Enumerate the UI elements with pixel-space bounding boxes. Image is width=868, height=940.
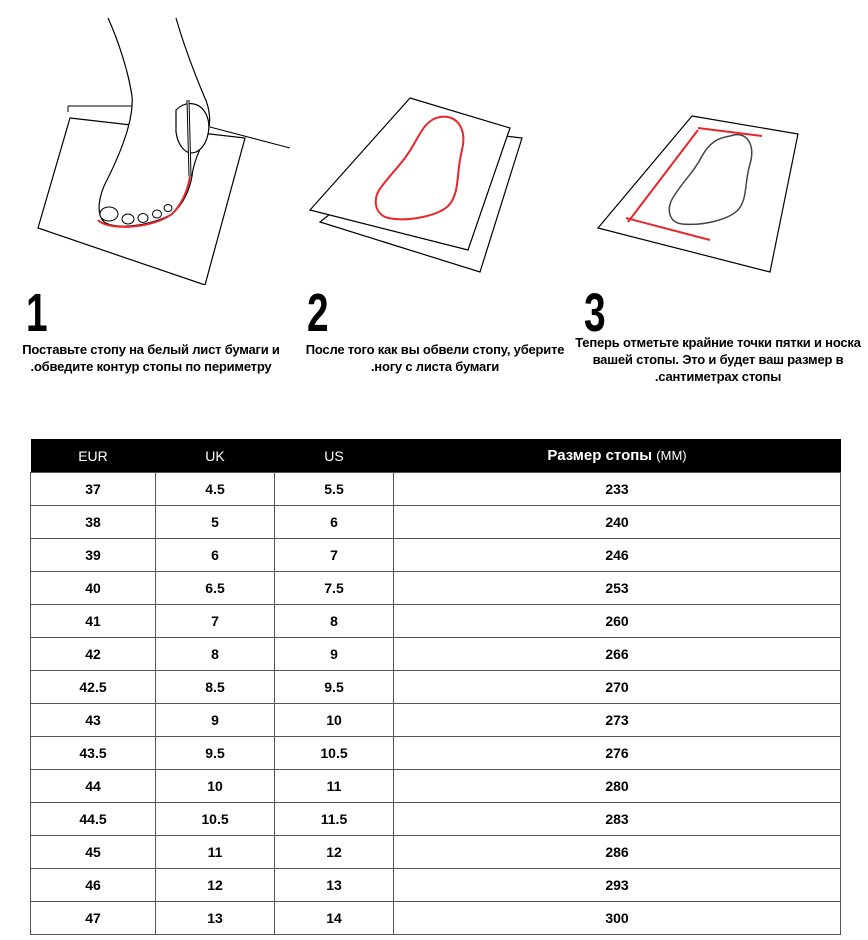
cell-foot-mm: 293 xyxy=(394,869,841,902)
size-chart-table xyxy=(30,439,841,935)
cell-us: 9 xyxy=(275,638,394,671)
cell-eur: 44.5 xyxy=(31,803,156,836)
cell-foot-mm: 276 xyxy=(394,737,841,770)
step-1-number: 1 xyxy=(26,283,48,343)
cell-us: 5.5 xyxy=(275,473,394,506)
table-row xyxy=(31,473,841,506)
cell-eur: 43 xyxy=(31,704,156,737)
cell-eur: 43.5 xyxy=(31,737,156,770)
header-foot-size xyxy=(394,439,841,473)
table-row xyxy=(31,737,841,770)
cell-uk: 4.5 xyxy=(156,473,275,506)
measure-length-illustration xyxy=(570,0,868,285)
table-row xyxy=(31,869,841,902)
cell-uk: 6 xyxy=(156,539,275,572)
cell-foot-mm: 283 xyxy=(394,803,841,836)
header-uk: UK xyxy=(156,439,275,473)
cell-foot-mm: 280 xyxy=(394,770,841,803)
cell-eur: 42.5 xyxy=(31,671,156,704)
cell-us: 10.5 xyxy=(275,737,394,770)
step-2-number: 2 xyxy=(307,283,329,343)
cell-uk: 10.5 xyxy=(156,803,275,836)
header-unit: (MM) xyxy=(656,448,687,463)
table-header-row xyxy=(31,439,841,473)
cell-us: 14 xyxy=(275,902,394,935)
cell-us: 7 xyxy=(275,539,394,572)
cell-eur: 46 xyxy=(31,869,156,902)
step-1 xyxy=(0,0,300,374)
cell-eur: 44 xyxy=(31,770,156,803)
cell-uk: 12 xyxy=(156,869,275,902)
cell-foot-mm: 270 xyxy=(394,671,841,704)
table-row xyxy=(31,572,841,605)
table-row xyxy=(31,539,841,572)
table-row xyxy=(31,506,841,539)
cell-us: 12 xyxy=(275,836,394,869)
step-1-instruction: Поставьте стопу на белый лист бумаги и .обведите контур стопы по периметру xyxy=(22,342,280,374)
cell-us: 9.5 xyxy=(275,671,394,704)
cell-us: 11.5 xyxy=(275,803,394,836)
cell-uk: 9.5 xyxy=(156,737,275,770)
table-row xyxy=(31,803,841,836)
cell-uk: 11 xyxy=(156,836,275,869)
step-2-instruction: После того как вы обвели стопу, уберите .ногу с листа бумаги xyxy=(305,342,565,374)
cell-foot-mm: 246 xyxy=(394,539,841,572)
cell-foot-mm: 240 xyxy=(394,506,841,539)
cell-uk: 8 xyxy=(156,638,275,671)
cell-us: 6 xyxy=(275,506,394,539)
cell-foot-mm: 300 xyxy=(394,902,841,935)
cell-foot-mm: 253 xyxy=(394,572,841,605)
cell-foot-mm: 260 xyxy=(394,605,841,638)
step-2 xyxy=(290,0,580,374)
table-row xyxy=(31,704,841,737)
cell-eur: 38 xyxy=(31,506,156,539)
cell-us: 8 xyxy=(275,605,394,638)
traced-outline-illustration xyxy=(290,0,580,285)
cell-foot-mm: 273 xyxy=(394,704,841,737)
header-foot-size-label: Размер стопы xyxy=(547,447,653,464)
cell-eur: 45 xyxy=(31,836,156,869)
table-row xyxy=(31,770,841,803)
step-3-number: 3 xyxy=(584,283,606,343)
table-row xyxy=(31,605,841,638)
table-row xyxy=(31,902,841,935)
cell-eur: 40 xyxy=(31,572,156,605)
cell-foot-mm: 233 xyxy=(394,473,841,506)
cell-us: 13 xyxy=(275,869,394,902)
step-3-instruction: Теперь отметьте крайние точки пятки и носка вашей стопы. Это и будет ваш размер в .сантиметрах стопы xyxy=(575,335,861,384)
cell-uk: 6.5 xyxy=(156,572,275,605)
cell-eur: 39 xyxy=(31,539,156,572)
header-eur: EUR xyxy=(31,439,156,473)
cell-us: 10 xyxy=(275,704,394,737)
cell-eur: 42 xyxy=(31,638,156,671)
cell-foot-mm: 286 xyxy=(394,836,841,869)
cell-uk: 13 xyxy=(156,902,275,935)
table-row xyxy=(31,638,841,671)
cell-eur: 37 xyxy=(31,473,156,506)
cell-foot-mm: 266 xyxy=(394,638,841,671)
foot-on-paper-illustration xyxy=(0,0,300,285)
cell-uk: 5 xyxy=(156,506,275,539)
cell-uk: 9 xyxy=(156,704,275,737)
cell-uk: 7 xyxy=(156,605,275,638)
cell-us: 7.5 xyxy=(275,572,394,605)
cell-uk: 8.5 xyxy=(156,671,275,704)
cell-us: 11 xyxy=(275,770,394,803)
cell-uk: 10 xyxy=(156,770,275,803)
cell-eur: 47 xyxy=(31,902,156,935)
table-row xyxy=(31,671,841,704)
table-body xyxy=(31,473,841,935)
cell-eur: 41 xyxy=(31,605,156,638)
header-us: US xyxy=(275,439,394,473)
step-3 xyxy=(570,0,868,384)
table-row xyxy=(31,836,841,869)
